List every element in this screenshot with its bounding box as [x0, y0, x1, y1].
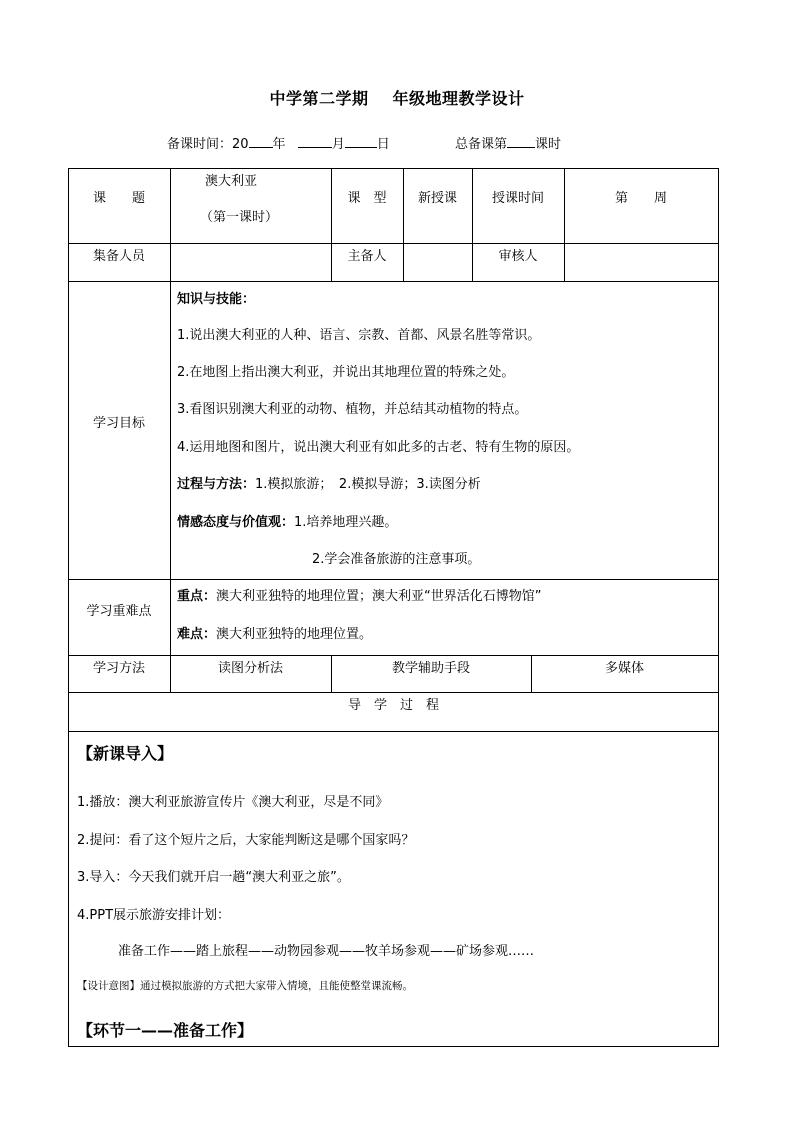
key-heading: 重点：: [177, 589, 217, 604]
reviewer-label: 审核人: [498, 249, 538, 264]
total-lessons-line: [455, 133, 561, 152]
difficult-text: 澳大利亚独特的地理位置。: [216, 627, 373, 642]
key-point-line: [177, 585, 542, 604]
key-text: 澳大利亚独特的地理位置；澳大利亚“世界活化石博物馆”: [216, 589, 542, 604]
process-header: 导 学 过 程: [347, 698, 439, 713]
topic-label: 课 题: [92, 191, 145, 206]
knowledge-heading: 知识与技能：: [177, 292, 256, 307]
topic-value-line1: 澳大利亚: [205, 174, 258, 189]
difficult-heading: 难点：: [177, 627, 217, 642]
week-label: 第 周: [614, 191, 667, 206]
intro-heading: 【新课导入】: [77, 744, 174, 763]
title-right: 年级地理教学设计: [392, 89, 525, 108]
process-text: 1.模拟旅游； 2.模拟导游；3.读图分析: [255, 477, 481, 492]
emotion-text-1: 1.培养地理兴趣。: [294, 515, 398, 530]
year-label: 年: [272, 137, 286, 152]
intro-item-3: 3.导入：今天我们就开启一趟“澳大利亚之旅”。: [77, 870, 350, 885]
day-label: 日: [376, 137, 390, 152]
methods-value: 读图分析法: [217, 661, 283, 676]
main-preparer-label: 主备人: [347, 249, 387, 264]
design-note: 【设计意图】通过模拟旅游的方式把大家带入情境，且能使整堂课流畅。: [77, 980, 413, 992]
emotion-line: [177, 511, 397, 530]
time-label: 授课时间: [491, 191, 544, 206]
year-blank: [249, 135, 273, 148]
goals-label: 学习目标: [92, 416, 145, 431]
total-suffix: 课时: [535, 137, 562, 152]
methods-label: 学习方法: [92, 661, 145, 676]
emotion-heading: 情感态度与价值观：: [177, 515, 295, 530]
type-value: 新授课: [417, 191, 457, 206]
prep-time-line: [167, 133, 390, 152]
intro-item-1: 1.播放：澳大利亚旅游宣传片《澳大利亚，尽是不同》: [77, 795, 389, 810]
intro-plan: 准备工作——踏上旅程——动物园参观——牧羊场参观——矿场参观……: [118, 944, 535, 959]
title-left: 中学第二学期: [269, 89, 369, 108]
difficult-point-line: [177, 623, 372, 642]
goal-item-2: 2.在地图上指出澳大利亚，并说出其地理位置的特殊之处。: [177, 365, 515, 380]
topic-value-line2: （第一课时）: [200, 210, 279, 225]
goal-item-1: 1.说出澳大利亚的人种、语言、宗教、首都、风景名胜等常识。: [177, 328, 541, 343]
intro-item-4: 4.PPT展示旅游安排计划：: [77, 908, 231, 923]
aid-value: 多媒体: [604, 661, 644, 676]
emotion-text-2: 2.学会准备旅游的注意事项。: [312, 552, 481, 567]
group-label: 集备人员: [92, 249, 145, 264]
key-points-label: 学习重难点: [86, 604, 152, 619]
day-blank: [345, 135, 377, 148]
total-prefix: 总备课第: [455, 137, 508, 152]
goal-item-3: 3.看图识别澳大利亚的动物、植物，并总结其动植物的特点。: [177, 402, 528, 417]
intro-item-2: 2.提问：看了这个短片之后，大家能判断这是哪个国家吗？: [77, 833, 415, 848]
document-title: [0, 86, 794, 109]
aid-label: 教学辅助手段: [391, 661, 470, 676]
process-heading: 过程与方法：: [177, 477, 256, 492]
type-label: 课 型: [347, 191, 387, 206]
total-blank: [507, 135, 535, 148]
section1-heading: 【环节一——准备工作】: [77, 1021, 254, 1040]
goal-item-4: 4.运用地图和图片，说出澳大利亚有如此多的古老、特有生物的原因。: [177, 440, 580, 455]
month-label: 月: [331, 137, 345, 152]
process-line: [177, 473, 481, 492]
prep-time-label: 备课时间：20: [167, 137, 249, 152]
month-blank: [298, 135, 332, 148]
